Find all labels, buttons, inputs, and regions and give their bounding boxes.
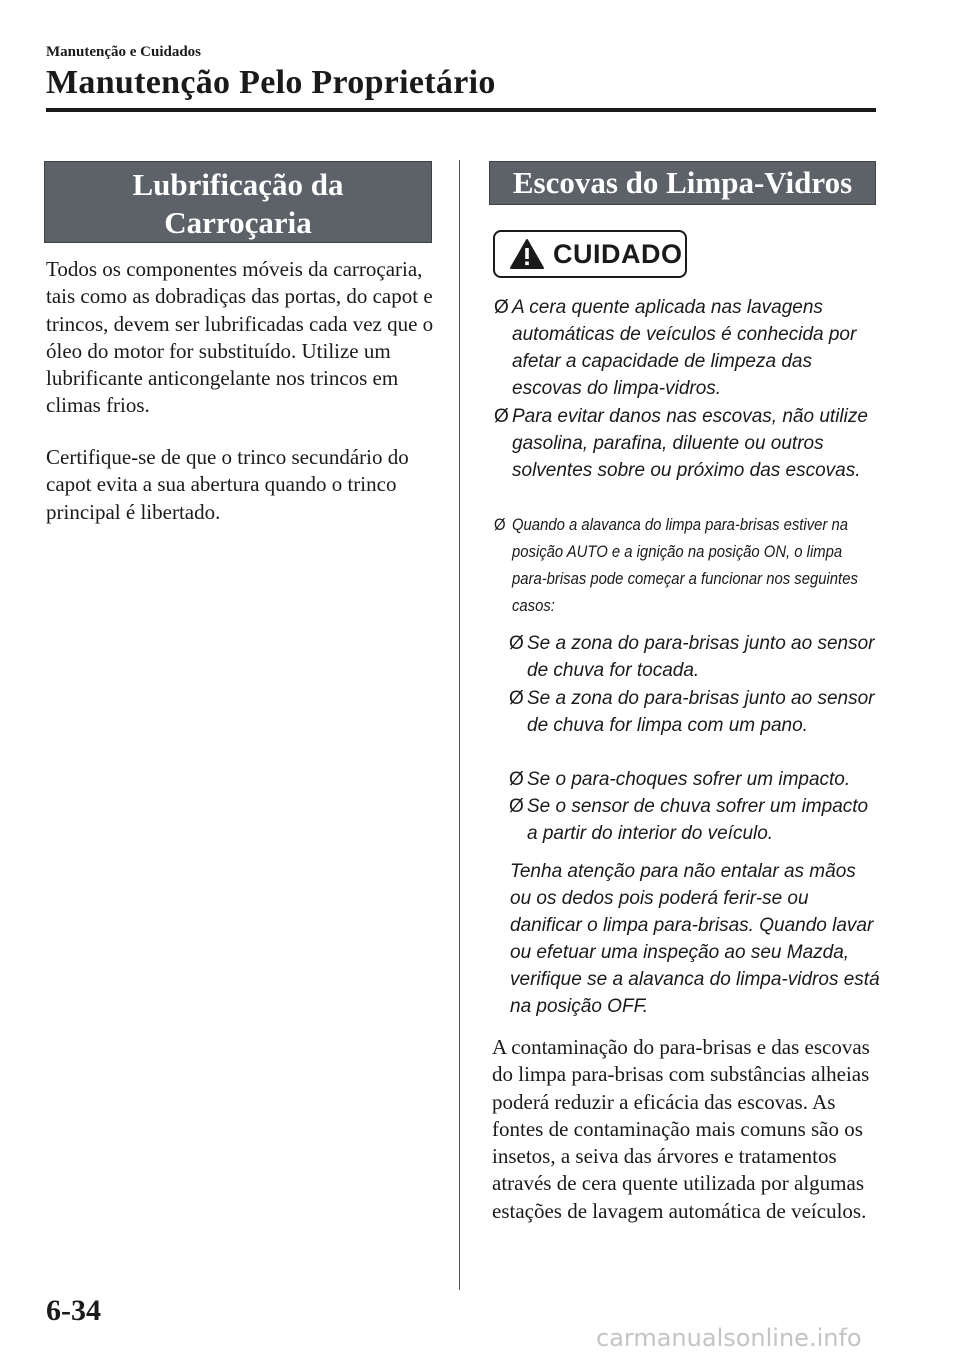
caution-bullet: [494, 512, 863, 620]
caution-label: CUIDADO: [553, 238, 683, 269]
page-title: Manutenção Pelo Proprietário: [46, 64, 496, 101]
column-divider: [459, 160, 460, 1290]
arrow-bullet-icon: Ø: [509, 796, 524, 817]
sub-bullet: [509, 793, 877, 847]
arrow-bullet-icon: Ø: [509, 633, 524, 654]
caution-bullet-text: A cera quente aplicada nas lavagens automáticas de veículos é conhecida por afetar a capacidade de limpeza das escovas do limpa-vidros.: [512, 297, 857, 399]
section-heading-lubrication: [44, 161, 432, 243]
caution-bullet-text: Para evitar danos nas escovas, não utilize gasolina, parafina, diluente ou outros solventes sobre ou próximo das escovas.: [512, 406, 868, 481]
sub-bullet: [509, 630, 877, 684]
sub-bullet-text: Se a zona do para-brisas junto ao sensor de chuva for tocada.: [527, 633, 875, 681]
page-number: 6-34: [46, 1294, 101, 1327]
caution-bullet: [494, 294, 879, 402]
lubrication-paragraph-2: Certifique-se de que o trinco secundário do capot evita a sua abertura quando o trinco principal é libertado.: [46, 445, 409, 524]
header-rule: [46, 108, 876, 112]
arrow-bullet-icon: Ø: [509, 688, 524, 709]
sub-bullet-text: Se o para-choques sofrer um impacto.: [527, 769, 851, 790]
sub-bullet: [509, 766, 889, 793]
arrow-bullet-icon: Ø: [509, 769, 524, 790]
section-heading-wiper-blades: Escovas do Limpa-Vidros: [489, 161, 876, 205]
sub-bullet-text: Se a zona do para-brisas junto ao sensor de chuva for limpa com um pano.: [527, 688, 875, 736]
arrow-bullet-icon: Ø: [494, 516, 506, 534]
arrow-bullet-icon: Ø: [494, 406, 509, 427]
section-heading-line1: Lubrificação da: [132, 167, 344, 202]
sub-bullet: [509, 685, 877, 739]
watermark: carmanualsonline.info: [596, 1324, 862, 1352]
warning-triangle-icon: [509, 238, 545, 270]
caution-bullet-text: Quando a alavanca do limpa para-brisas estiver na posição AUTO e a ignição na posição ON, o limpa para-brisas pode começar a funcionar nos seguintes casos:: [512, 516, 858, 615]
section-heading-line2: Carroçaria: [164, 205, 312, 240]
chapter-label: Manutenção e Cuidados: [46, 44, 202, 60]
caution-box: [493, 230, 687, 278]
lubrication-paragraph-1: Todos os componentes móveis da carroçaria, tais como as dobradiças das portas, do capot e trincos, devem ser lubrificadas cada vez que o óleo do motor for substituído. Utilize um lubrificante anticongelante nos trincos em climas frios.: [46, 257, 434, 418]
caution-note: Tenha atenção para não entalar as mãos ou os dedos pois poderá ferir-se ou danificar o limpa para-brisas. Quando lavar ou efetuar uma inspeção ao seu Mazda, verifique se a alavanca do limpa-vidros está na posição OFF.: [510, 861, 880, 1017]
arrow-bullet-icon: Ø: [494, 297, 509, 318]
sub-bullet-text: Se o sensor de chuva sofrer um impacto a partir do interior do veículo.: [527, 796, 869, 844]
wiper-paragraph: A contaminação do para-brisas e das escovas do limpa para-brisas com substâncias alheias poderá reduzir a eficácia das escovas. As fontes de contaminação mais comuns são os insetos, a seiva das árvores e tratamentos através de cera quente utilizada por algumas estações de lavagem automática de veículos.: [492, 1035, 870, 1223]
caution-bullet: [494, 403, 879, 484]
